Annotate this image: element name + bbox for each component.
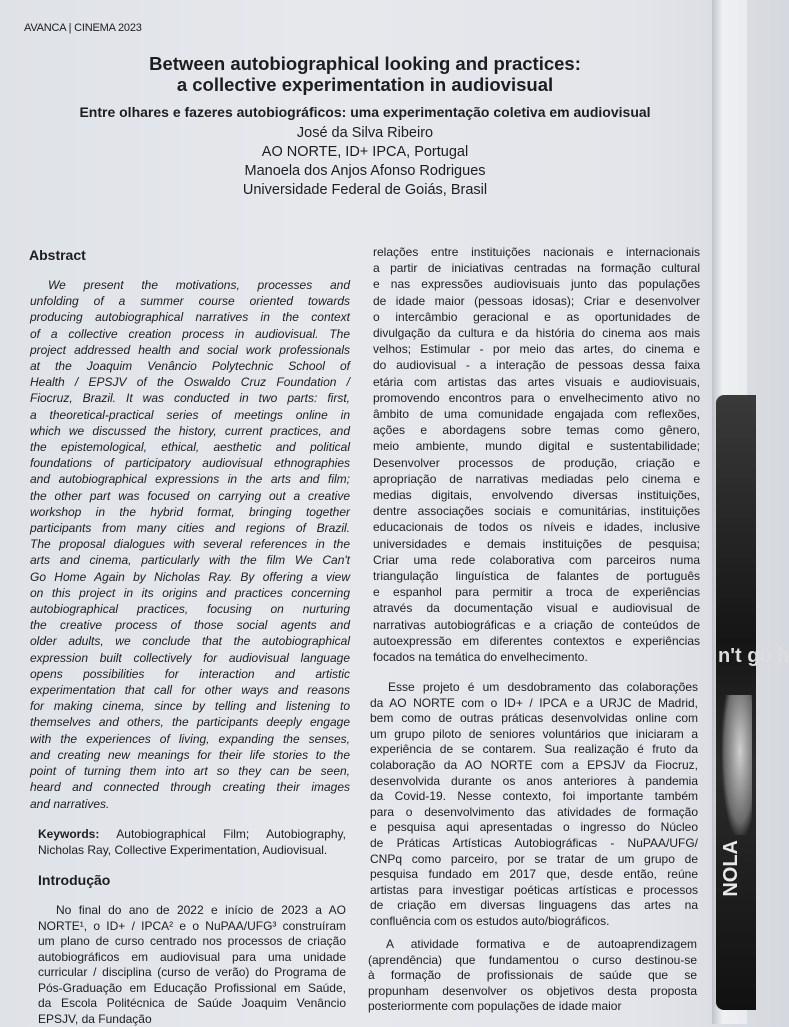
text-line: a theoretical-practical series of meetings online in (30, 407, 350, 423)
text-line: através da documentação visual e audiovisual de (373, 600, 700, 616)
authors-block (0, 124, 730, 200)
text-line: focados na temática do envelhecimento. (373, 649, 700, 665)
text-line: Go Home Again by Nicholas Ray. By offering a view (30, 569, 350, 585)
text-line: on this project in its origins and practices concerning (30, 585, 350, 601)
text-line: point of turning them into art so they can be seen, (30, 763, 350, 779)
text-line: educacionais de todos os níveis e idades, inclusive (373, 519, 700, 535)
text-line: of a collective creation process in audiovisual. The (30, 326, 350, 342)
text-line: expression built collectively for audiovisual language (30, 650, 350, 666)
text-line: NORTE¹, o ID+ / IPCA² e o NuPAA/UFG³ construíram (38, 919, 346, 935)
text-line: da AO NORTE com o ID+ / IPCA e a URJC de Madrid, (370, 696, 698, 712)
author-affiliation: AO NORTE, ID+ IPCA, Portugal (0, 143, 730, 162)
text-line: promovendo encontros para o envelhecimento ativo no (373, 390, 700, 406)
right-paragraph-2 (370, 680, 698, 930)
keywords-line-2: Nicholas Ray, Collective Experimentation, Audiovisual. (38, 842, 346, 858)
text-line: ações e abordagens sobre temas como gênero, (373, 422, 700, 438)
text-line: Esse projeto é um desdobramento das colaborações (370, 680, 698, 696)
text-line: para o desenvolvimento das atividades de formação (370, 805, 698, 821)
text-line: um grupo piloto de seniores voluntários que iniciaram a (370, 727, 698, 743)
text-line: A atividade formativa e de autoaprendizagem (368, 937, 697, 953)
text-line: the other part was focused on carrying out a creative (30, 488, 350, 504)
text-line: Criar uma rede colaborativa com parceiros numa (373, 552, 700, 568)
text-line: Fiocruz, Brazil. It was conducted in two parts: first, (30, 390, 350, 406)
adjacent-page (712, 0, 747, 1024)
poster-face (722, 695, 752, 835)
text-line: experimentation that call for other ways and reasons (30, 682, 350, 698)
text-line: divulgação da cultura e da história do cinema aos mais (373, 325, 700, 341)
text-line: posteriormente com populações de idade maior (368, 999, 697, 1015)
title-line-1: Between autobiographical looking and practices: (0, 53, 730, 74)
text-line: No final do ano de 2022 e início de 2023 a AO (38, 903, 346, 919)
text-line: o intercâmbio geracional e as oportunidades de (373, 309, 700, 325)
text-line: pesquisa fundado em 2017 que, desde então, reúne (370, 867, 698, 883)
text-line: à formação de profissionais de saúde que se (368, 968, 697, 984)
text-line: experiência de se contarem. Sua realização é fruto da (370, 742, 698, 758)
text-line: e espanhol para permitir a troca de experiências (373, 584, 700, 600)
text-line: velhos; Estimular - por meio das artes, do cinema e (373, 341, 700, 357)
text-line: and narratives. (30, 796, 350, 812)
intro-heading: Introdução (38, 872, 110, 888)
text-line: CNPq como parceiro, por se tratar de um grupo de (370, 852, 698, 868)
text-line: Health / EPSJV of the Oswaldo Cruz Foundation / (30, 374, 350, 390)
text-line: colaboração da AO NORTE com a EPSJV da Fiocruz, (370, 758, 698, 774)
text-line: foundations of participatory audiovisual ethnographies (30, 455, 350, 471)
text-line: desenvolvida durante os anos anteriores à pandemia (370, 774, 698, 790)
text-line: heard and connected through creating their images (30, 779, 350, 795)
text-line: propunham desenvolver os objetivos desta proposta (368, 984, 697, 1000)
text-line: e pesquisa aqui apresentadas o ingresso do Núcleo (370, 820, 698, 836)
text-line: Pós-Graduação em Educação Profissional em Saúde, (38, 981, 346, 997)
right-paragraph-1 (373, 244, 700, 665)
text-line: bem como de outras práticas desenvolvidas online com (370, 711, 698, 727)
text-line: which we discussed the history, current practices, and (30, 423, 350, 439)
text-line: apropriação de narrativas mediadas pelo cinema e (373, 471, 700, 487)
text-line: opens possibilities for interaction and artistic (30, 666, 350, 682)
text-line: de idade maior (pessoas idosas); Criar e desenvolver (373, 293, 700, 309)
text-line: artistas para investigar poéticas artísticas e processos (370, 883, 698, 899)
running-header: AVANCA | CINEMA 2023 (24, 22, 142, 34)
text-line: project addressed health and social work professionals (30, 342, 350, 358)
title-line-2: a collective experimentation in audiovisual (0, 74, 730, 95)
poster-text: n't go h (718, 645, 789, 668)
intro-body (38, 903, 346, 1027)
author-name: José da Silva Ribeiro (0, 124, 730, 143)
text-line: and creating new meanings for their life stories to the (30, 747, 350, 763)
text-line: Desenvolver processos de produção, criação e (373, 455, 700, 471)
film-poster-image (716, 395, 756, 1010)
paper-subtitle: Entre olhares e fazeres autobiográficos: uma experimentação coletiva em audiovisual (0, 104, 730, 120)
text-line: (aprendência) que fundamentou o curso destinou-se (368, 953, 697, 969)
text-line: autobiográficos em audiovisual para uma unidade (38, 950, 346, 966)
abstract-body (30, 277, 350, 812)
text-line: the creative process of those social agents and (30, 617, 350, 633)
text-line: de Práticas Artísticas Autobiográficas - NuPAA/UFG/ (370, 836, 698, 852)
text-line: arts and cinema, particularly with the film We Can't (30, 552, 350, 568)
text-line: triangulação linguística de falantes de português (373, 568, 700, 584)
text-line: curricular / disciplina (curso de verão) do Programa de (38, 965, 346, 981)
text-line: dentre associações sociais e comunitárias, instituições (373, 503, 700, 519)
paper-title (0, 53, 730, 95)
text-line: da Covid-19. Nesse contexto, foi importante também (370, 789, 698, 805)
text-line: narrativas autobiográficas e a criação de conteúdos de (373, 617, 700, 633)
text-line: autobiographical practices, focusing on nurturing (30, 601, 350, 617)
text-line: with the experiences of living, expanding the senses, (30, 731, 350, 747)
abstract-heading: Abstract (29, 247, 86, 263)
text-line: confluência com os estudos auto/biográficos. (370, 914, 698, 930)
keywords-label: Keywords: (38, 827, 99, 841)
text-line: We present the motivations, processes and (30, 277, 350, 293)
text-line: medias digitais, envolvendo diversas instituições, (373, 487, 700, 503)
text-line: do audiovisual - a interação de pessoas dessa faixa (373, 357, 700, 373)
text-line: for making cinema, since by telling and listening to (30, 698, 350, 714)
text-line: older adults, we conclude that the autobiographical (30, 633, 350, 649)
text-line: EPSJV, da Fundação (38, 1012, 346, 1027)
text-line: autoexpressão em diferentes contextos e experiências (373, 633, 700, 649)
author-name: Manoela dos Anjos Afonso Rodrigues (0, 162, 730, 181)
keywords (38, 826, 346, 858)
poster-text: NOLA (720, 840, 742, 897)
text-line: relações entre instituições nacionais e internacionais (373, 244, 700, 260)
text-line: e nas expressões audiovisuais junto das populações (373, 276, 700, 292)
text-line: at the Joaquim Venâncio Polytechnic School of (30, 358, 350, 374)
text-line: meio ambiente, mundo digital e sustentabilidade; (373, 438, 700, 454)
text-line: um plano de curso centrado nos processos de criação (38, 934, 346, 950)
text-line: the epistemological, ethical, aesthetic and political (30, 439, 350, 455)
text-line: de criação em diversas linguagens das artes na (370, 898, 698, 914)
text-line: and autobiographical expressions in the arts and film; (30, 471, 350, 487)
author-affiliation: Universidade Federal de Goiás, Brasil (0, 181, 730, 200)
text-line: producing autobiographical narratives in the context (30, 309, 350, 325)
text-line: themselves and others, the participants deeply engage (30, 714, 350, 730)
right-paragraph-3 (368, 937, 697, 1015)
keywords-line-1: Autobiographical Film; Autobiography, (116, 827, 346, 841)
text-line: The proposal dialogues with several references in the (30, 536, 350, 552)
text-line: workshop in the hybrid format, bringing together (30, 504, 350, 520)
text-line: universidades e demais instituições de pesquisa; (373, 536, 700, 552)
text-line: âmbito de uma comunidade engajada com reflexões, (373, 406, 700, 422)
text-line: a partir de iniciativas centradas na formação cultural (373, 260, 700, 276)
text-line: unfolding of a summer course oriented towards (30, 293, 350, 309)
text-line: etária com artistas das artes visuais e audiovisuais, (373, 374, 700, 390)
text-line: da Escola Politécnica de Saúde Joaquim Venâncio (38, 996, 346, 1012)
text-line: participants from many cities and regions of Brazil. (30, 520, 350, 536)
